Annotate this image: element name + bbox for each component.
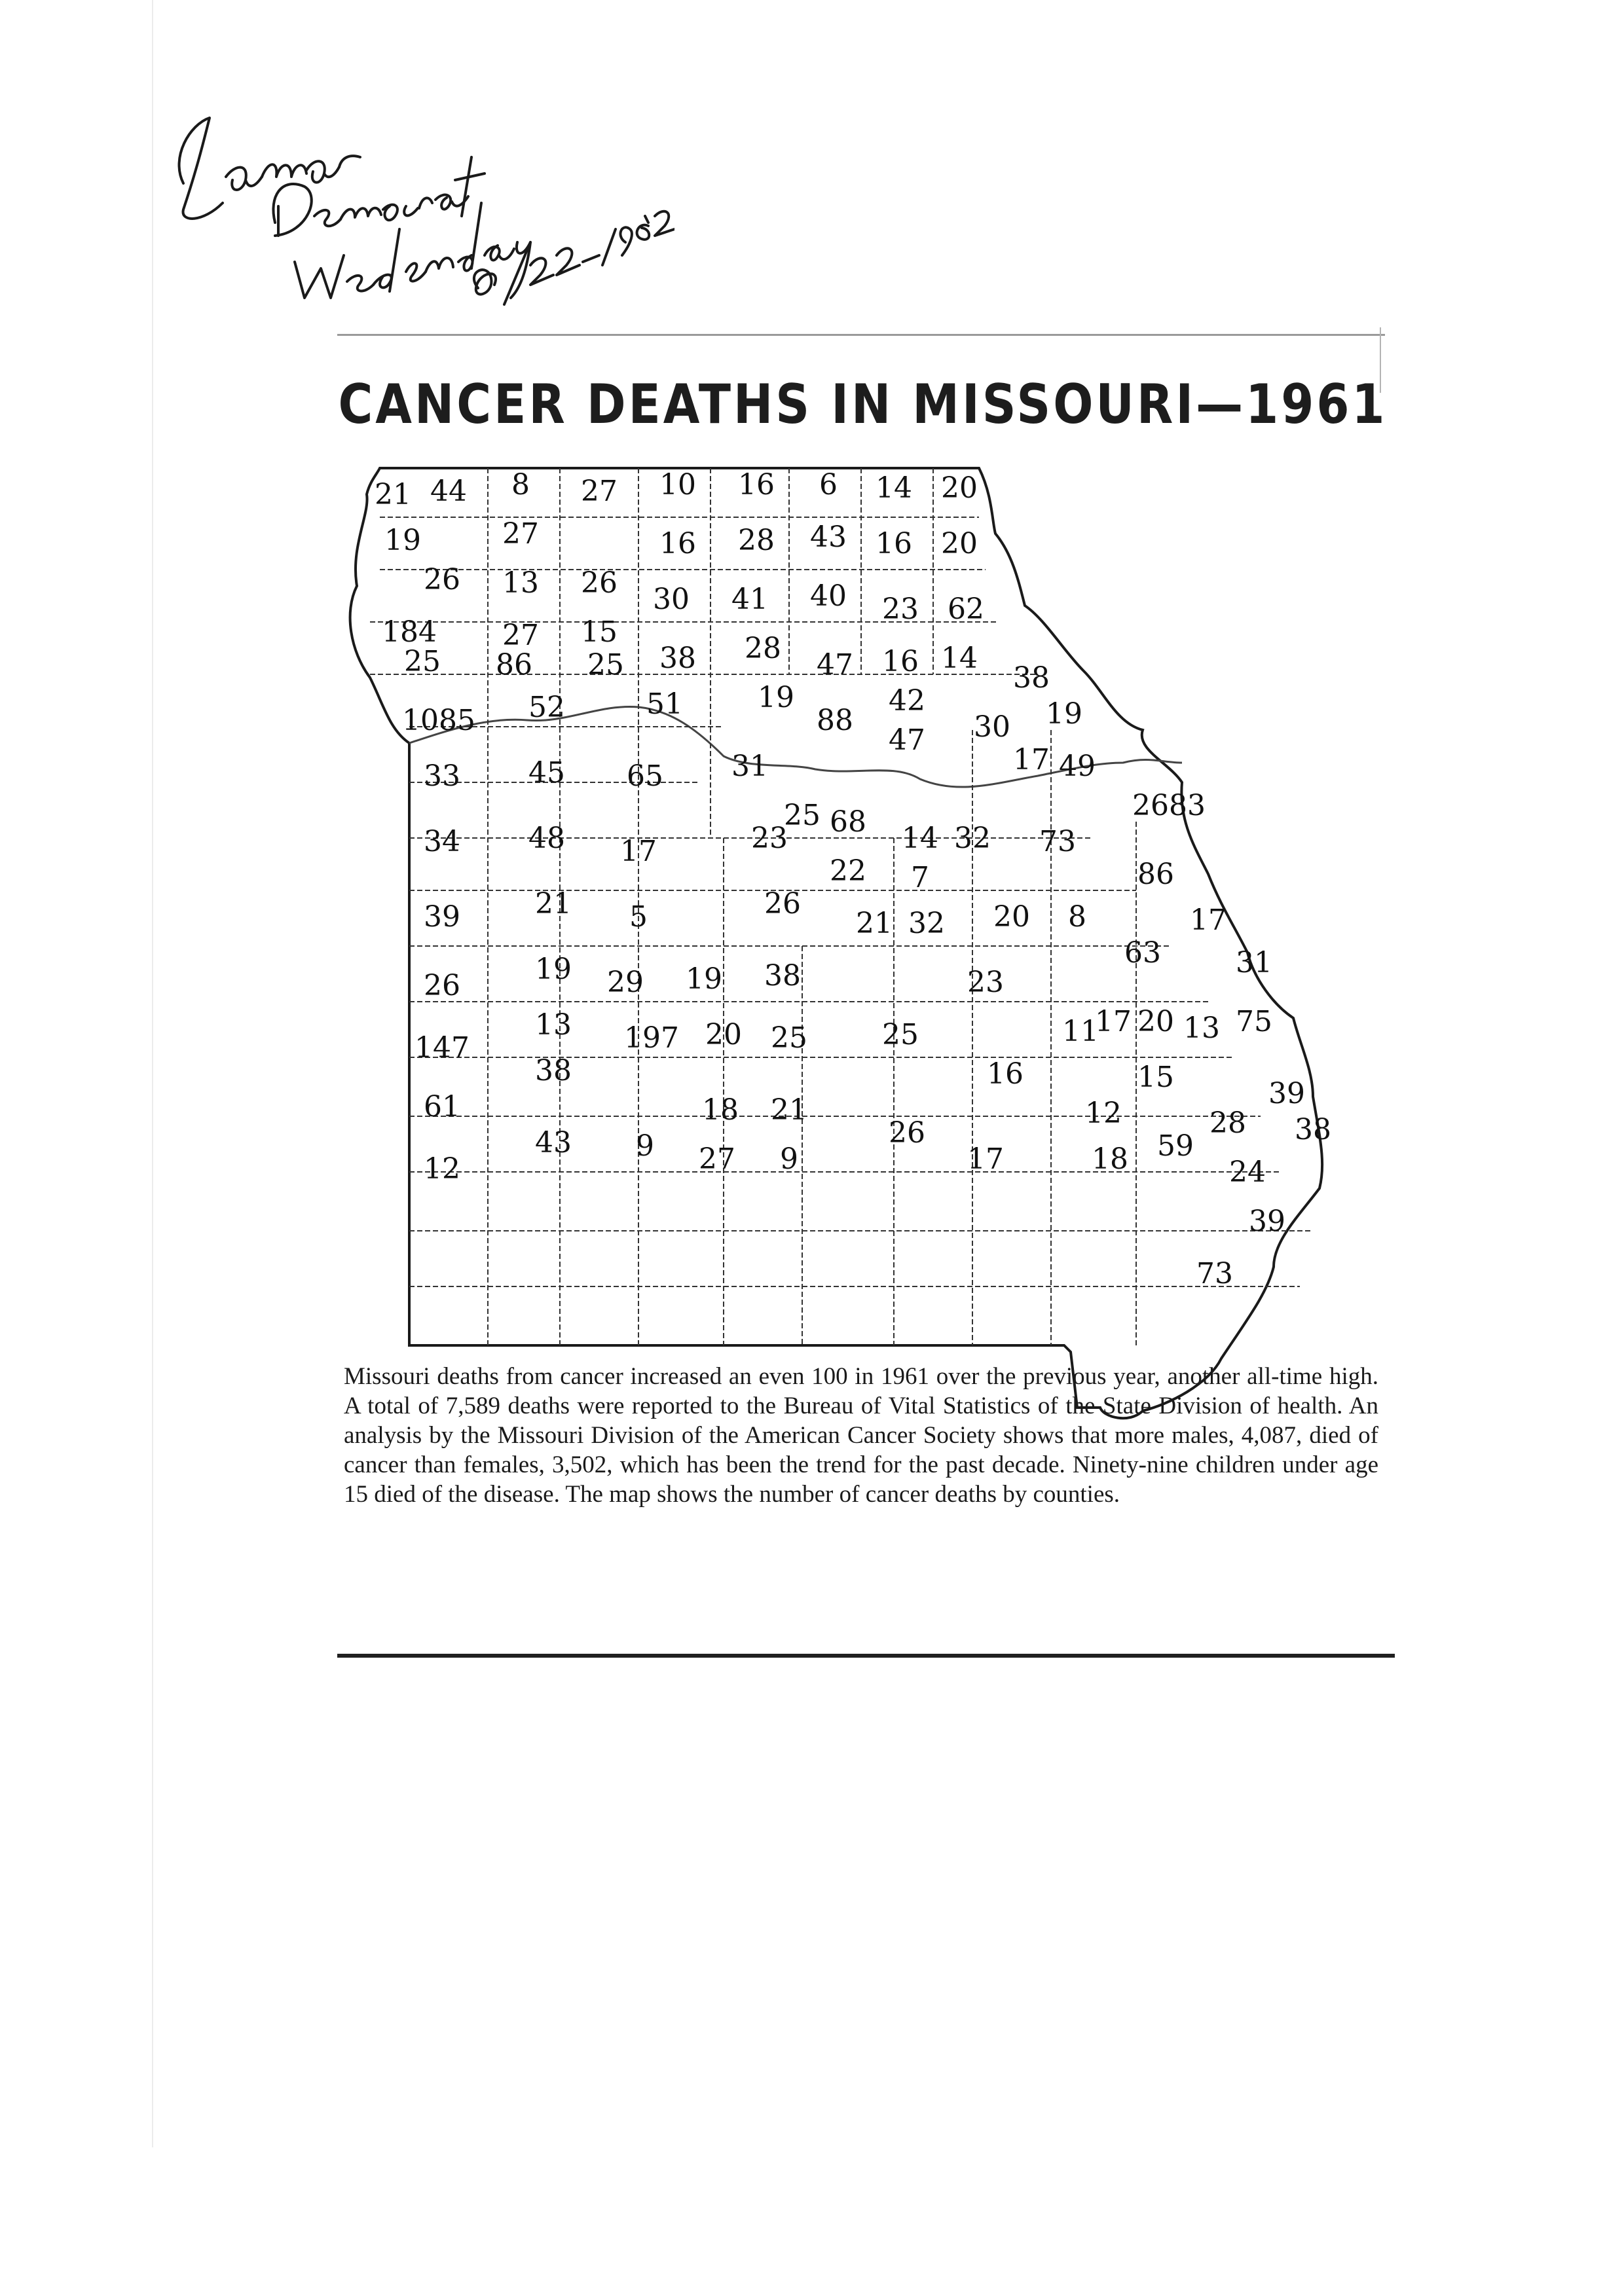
county-count-clay: 86: [496, 648, 532, 682]
county-count-jackson: 1085: [402, 704, 475, 737]
county-count-st-clair: 21: [535, 887, 572, 920]
county-count-madison: 20: [1137, 1005, 1174, 1038]
county-count-lincoln: 19: [1046, 697, 1082, 731]
county-count-audrain: 42: [889, 684, 925, 718]
county-count-webster: 20: [705, 1018, 742, 1051]
county-count-miller: 22: [830, 854, 866, 888]
county-count-pike: 38: [1013, 661, 1050, 695]
county-count-sullivan: 28: [738, 524, 775, 557]
county-count-lewis: 20: [941, 527, 978, 560]
county-count-cooper: 31: [731, 750, 768, 783]
county-count-cedar: 19: [535, 953, 572, 986]
county-count-jefferson: 86: [1137, 858, 1174, 891]
county-count-butler: 59: [1157, 1129, 1194, 1163]
county-count-st-charles: 49: [1059, 750, 1096, 783]
county-count-dallas: 19: [686, 962, 722, 996]
county-count-hickory: 5: [629, 900, 648, 934]
county-count-mcdonald: 12: [424, 1152, 460, 1186]
county-count-crawford: 20: [993, 900, 1030, 934]
county-count-platte: 25: [404, 645, 441, 678]
county-count-howell: 26: [889, 1116, 925, 1150]
county-count-adair: 43: [810, 520, 847, 554]
county-count-morgan: 23: [751, 822, 788, 855]
county-count-christian: 18: [702, 1093, 739, 1127]
county-count-new-madrid: 24: [1229, 1156, 1266, 1189]
county-count-johnson: 45: [528, 756, 565, 790]
county-count-bates: 34: [424, 825, 460, 858]
county-count-reynolds: 11: [1062, 1015, 1099, 1048]
county-count-putnam: 16: [738, 468, 775, 501]
county-count-worth: 8: [511, 468, 530, 501]
county-count-washington: 8: [1068, 900, 1086, 934]
missouri-county-map: [331, 455, 1395, 1476]
county-count-st-louis: 2683: [1132, 789, 1206, 822]
missouri-map-svg: [331, 455, 1395, 1476]
page-edge-line: [152, 0, 153, 2147]
county-count-dekalb: 13: [502, 566, 539, 600]
map-title: CANCER DEATHS IN MISSOURI—1961: [338, 372, 1388, 436]
county-count-laclede: 38: [764, 959, 801, 993]
county-count-holt: 19: [384, 524, 421, 557]
county-count-barton: 26: [424, 969, 460, 1002]
county-count-shelby: 23: [882, 592, 919, 626]
county-count-callaway: 47: [889, 723, 925, 757]
county-count-lafayette: 52: [528, 691, 565, 724]
county-count-ste-genevieve: 17: [1190, 903, 1227, 937]
county-count-daviess: 26: [581, 566, 618, 600]
county-count-perry: 31: [1236, 946, 1272, 979]
county-count-clark: 20: [941, 471, 978, 505]
county-count-polk: 29: [607, 966, 644, 999]
county-count-harrison: 27: [581, 475, 618, 508]
county-count-gentry: 27: [502, 517, 539, 551]
newspaper-clipping: [331, 314, 1395, 1663]
county-count-pemiscot: 39: [1249, 1205, 1285, 1238]
county-count-stoddard: 28: [1209, 1106, 1246, 1140]
county-count-taney: 27: [699, 1142, 735, 1176]
county-count-benton: 17: [620, 835, 657, 868]
county-count-carroll: 38: [659, 642, 696, 675]
county-count-texas: 25: [882, 1018, 919, 1051]
county-count-grundy: 16: [659, 527, 696, 560]
county-count-pulaski: 21: [856, 907, 893, 940]
county-count-dunklin: 73: [1196, 1257, 1233, 1290]
county-count-ozark: 9: [780, 1142, 798, 1176]
county-count-maries: 7: [911, 861, 929, 894]
county-count-henry: 48: [528, 822, 565, 855]
county-count-nodaway: 44: [430, 475, 467, 508]
county-count-iron: 17: [1095, 1005, 1132, 1038]
county-count-shannon: 16: [987, 1057, 1024, 1091]
county-count-franklin: 73: [1039, 825, 1076, 858]
county-count-stone: 9: [636, 1129, 654, 1163]
county-count-clinton: 27: [502, 619, 539, 652]
county-count-moniteau: 25: [784, 799, 821, 832]
county-count-knox: 16: [876, 527, 912, 560]
handwritten-note-signature: [164, 46, 674, 308]
county-count-atchison: 21: [375, 478, 411, 511]
county-count-boone: 88: [817, 704, 853, 737]
county-count-ripley: 18: [1092, 1142, 1128, 1176]
county-count-schuyler: 6: [819, 468, 838, 501]
county-count-macon: 40: [810, 579, 847, 613]
county-count-cole: 68: [830, 805, 866, 839]
county-count-cape-girardeau: 75: [1236, 1005, 1272, 1038]
county-count-pettis: 65: [627, 759, 663, 793]
county-count-vernon: 39: [424, 900, 460, 934]
county-count-andrew: 26: [424, 563, 460, 596]
county-count-montgomery: 30: [974, 710, 1010, 744]
county-count-dent: 23: [967, 966, 1004, 999]
county-count-livingston: 30: [653, 583, 690, 616]
county-count-warren: 17: [1013, 743, 1050, 776]
county-count-monroe: 16: [882, 645, 919, 678]
county-count-wayne: 15: [1137, 1061, 1174, 1094]
county-count-camden: 26: [764, 887, 801, 920]
county-count-ray: 25: [587, 648, 624, 682]
county-count-ralls: 14: [941, 642, 978, 675]
county-count-lawrence: 38: [535, 1054, 572, 1087]
county-count-cass: 33: [424, 759, 460, 793]
county-count-newton: 61: [424, 1090, 460, 1123]
county-count-st-francois: 63: [1124, 936, 1161, 970]
clipping-top-border: [337, 334, 1385, 336]
county-count-osage: 14: [902, 822, 938, 855]
map-caption: Missouri deaths from cancer increased an even 100 in 1961 over the previous year, another all-time high. A total of 7,589 deaths were reported to the Bureau of Vital Statistics of the State Division of health. An analysis by the Missouri Division of the American Cancer Society shows that more males, 4,087, died of cancer than females, 3,502, which has been the trend for the past decade. Ninety-nine children under age 15 died of the disease. The map shows the number of cancer deaths by counties.: [344, 1363, 1378, 1508]
county-count-jasper: 147: [415, 1031, 470, 1065]
county-count-buchanan: 184: [382, 615, 437, 649]
county-count-scotland: 14: [876, 471, 912, 505]
county-count-dade: 13: [535, 1008, 572, 1042]
county-count-wright: 25: [771, 1021, 807, 1055]
county-count-douglas: 21: [771, 1093, 807, 1127]
county-count-randolph: 47: [817, 648, 853, 682]
county-count-scott: 39: [1268, 1077, 1305, 1110]
county-count-phelps: 32: [908, 907, 945, 940]
clipping-bottom-rule: [337, 1654, 1395, 1658]
county-count-carter: 12: [1085, 1097, 1122, 1130]
county-count-linn: 41: [731, 583, 768, 616]
county-count-saline: 51: [646, 687, 683, 721]
county-count-howard: 19: [758, 681, 794, 714]
county-count-gasconade: 32: [954, 822, 991, 855]
county-count-greene: 197: [624, 1021, 679, 1055]
county-count-marion: 62: [948, 592, 984, 626]
county-count-mercer: 10: [659, 468, 696, 501]
handwritten-note: [164, 46, 674, 308]
county-count-chariton: 28: [745, 632, 781, 665]
county-count-oregon: 17: [967, 1142, 1004, 1176]
county-count-caldwell: 15: [581, 615, 618, 649]
county-count-barry: 43: [535, 1126, 572, 1159]
county-count-mississippi: 38: [1295, 1113, 1331, 1146]
county-count-bollinger: 13: [1183, 1011, 1220, 1045]
